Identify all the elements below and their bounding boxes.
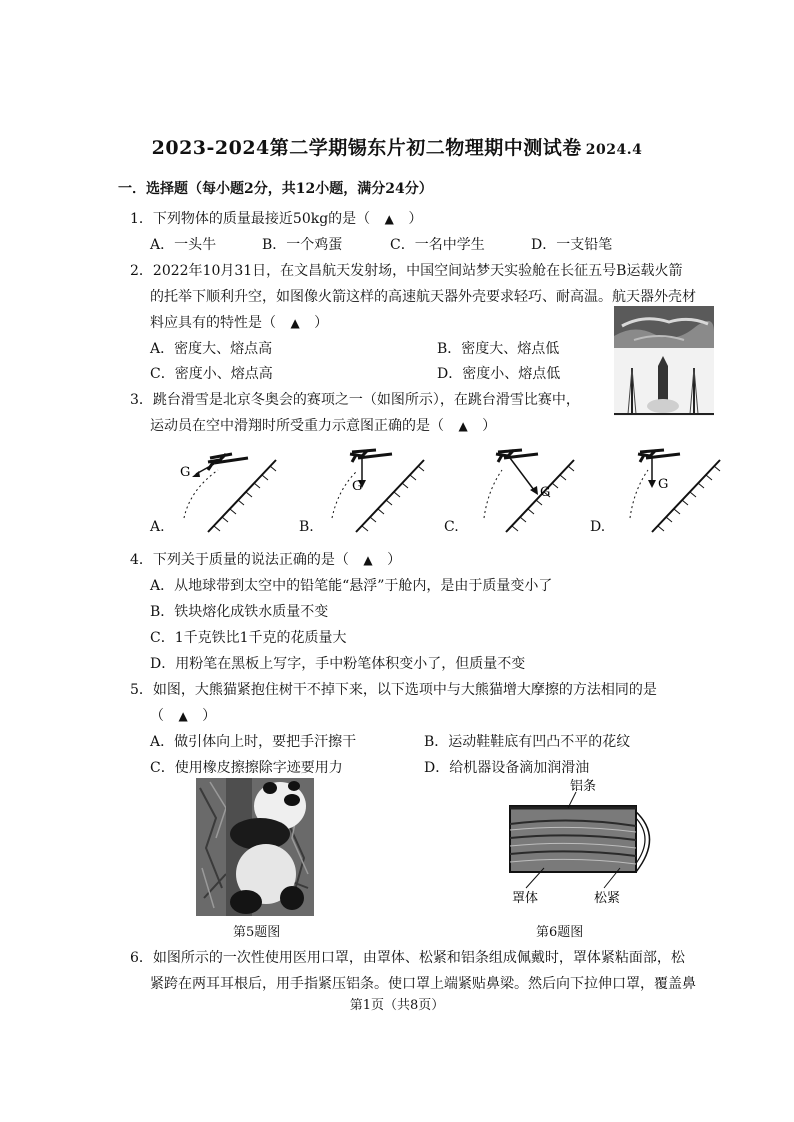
q1-option-d: D．一支铅笔 (531, 237, 613, 253)
q4-option-c: C．1千克铁比1千克的花质量大 (150, 630, 347, 646)
force-label-g: G (540, 485, 551, 500)
question-5-line-1: 5．如图，大熊猫紧抱住树干不掉下来，以下选项中与大熊猫增大摩擦的方法相同的是 (130, 682, 657, 698)
exam-date: 2024.4 (585, 142, 643, 158)
q2-option-b: B．密度大、熔点低 (437, 341, 560, 357)
q1-option-a: A．一头牛 (150, 237, 217, 253)
q1-option-c: C．一名中学生 (390, 237, 485, 253)
page-title (0, 133, 794, 160)
q3-option-a: A. (150, 519, 165, 535)
mask-label-strip: 铝条 (570, 779, 597, 794)
section-heading: 一．选择题（每小题2分，共12小题，满分24分） (118, 181, 433, 197)
q3-option-d: D. (590, 519, 606, 535)
force-label-g: G (658, 477, 669, 492)
figure-5-caption: 第5题图 (233, 925, 281, 940)
q5-option-b: B．运动鞋鞋底有凹凸不平的花纹 (424, 734, 631, 750)
q4-option-a: A．从地球带到太空中的铅笔能“悬浮”于舱内，是由于质量变小了 (150, 578, 553, 594)
q4-option-b: B．铁块熔化成铁水质量不变 (150, 604, 329, 620)
question-5-line-2: （ ▲ ） (150, 708, 217, 724)
question-2-line-2: 的托举下顺利升空，如图像火箭这样的高速航天器外壳要求轻巧、耐高温。航天器外壳材 (150, 289, 696, 305)
ski-diagram-d (596, 440, 736, 540)
exam-title: 2023-2024第二学期锡东片初二物理期中测试卷 (151, 137, 582, 159)
mask-label-loop: 松紧 (594, 891, 621, 906)
q3-option-c: C. (444, 519, 459, 535)
question-6-line-1: 6．如图所示的一次性使用医用口罩，由罩体、松紧和铝条组成佩戴时，罩体紧粘面部，松 (130, 950, 685, 966)
page-number: 第1页（共8页） (349, 998, 445, 1013)
q1-option-b: B．一个鸡蛋 (262, 237, 343, 253)
ski-diagram-a (148, 440, 288, 540)
question-3-line-2: 运动员在空中滑翔时所受重力示意图正确的是（ ▲ ） (150, 418, 497, 434)
q4-option-d: D．用粉笔在黑板上写字，手中粉笔体积变小了，但质量不变 (150, 656, 526, 672)
question-2-line-3: 料应具有的特性是（ ▲ ） (150, 315, 329, 331)
question-6-line-2: 紧跨在两耳耳根后，用手指紧压铝条。使口罩上端紧贴鼻梁。然后向下拉伸口罩，覆盖鼻 (150, 976, 696, 992)
question-1-stem: 1．下列物体的质量最接近50kg的是（ ▲ ） (130, 211, 423, 227)
q5-option-c: C．使用橡皮擦擦除字迹要用力 (150, 760, 343, 776)
force-label-g: G (352, 479, 363, 494)
rocket-launch-photo (614, 306, 714, 416)
force-label-g: G (180, 465, 191, 480)
question-2-line-1: 2．2022年10月31日，在文昌航天发射场，中国空间站梦天实验舱在长征五号B运载火箭 (130, 263, 683, 279)
answer-mark: ▲ (178, 709, 188, 723)
question-3-line-1: 3．跳台滑雪是北京冬奥会的赛项之一（如图所示），在跳台滑雪比赛中， (130, 392, 580, 408)
figure-6-caption: 第6题图 (536, 925, 584, 940)
q3-option-b: B. (299, 519, 314, 535)
answer-mark: ▲ (384, 212, 394, 226)
question-4-stem: 4．下列关于质量的说法正确的是（ ▲ ） (130, 552, 402, 568)
q2-option-c: C．密度小、熔点高 (150, 366, 273, 382)
answer-mark: ▲ (363, 553, 373, 567)
q2-option-a: A．密度大、熔点高 (150, 341, 273, 357)
face-mask-figure (496, 776, 666, 916)
q5-option-d: D．给机器设备滴加润滑油 (424, 760, 590, 776)
q2-option-d: D．密度小、熔点低 (437, 366, 561, 382)
q5-option-a: A．做引体向上时，要把手汗擦干 (150, 734, 357, 750)
answer-mark: ▲ (458, 419, 468, 433)
panda-photo (196, 778, 314, 916)
ski-diagram-b (296, 440, 436, 540)
ski-diagram-c (446, 440, 586, 540)
answer-mark: ▲ (290, 316, 300, 330)
mask-label-body: 罩体 (512, 891, 539, 906)
